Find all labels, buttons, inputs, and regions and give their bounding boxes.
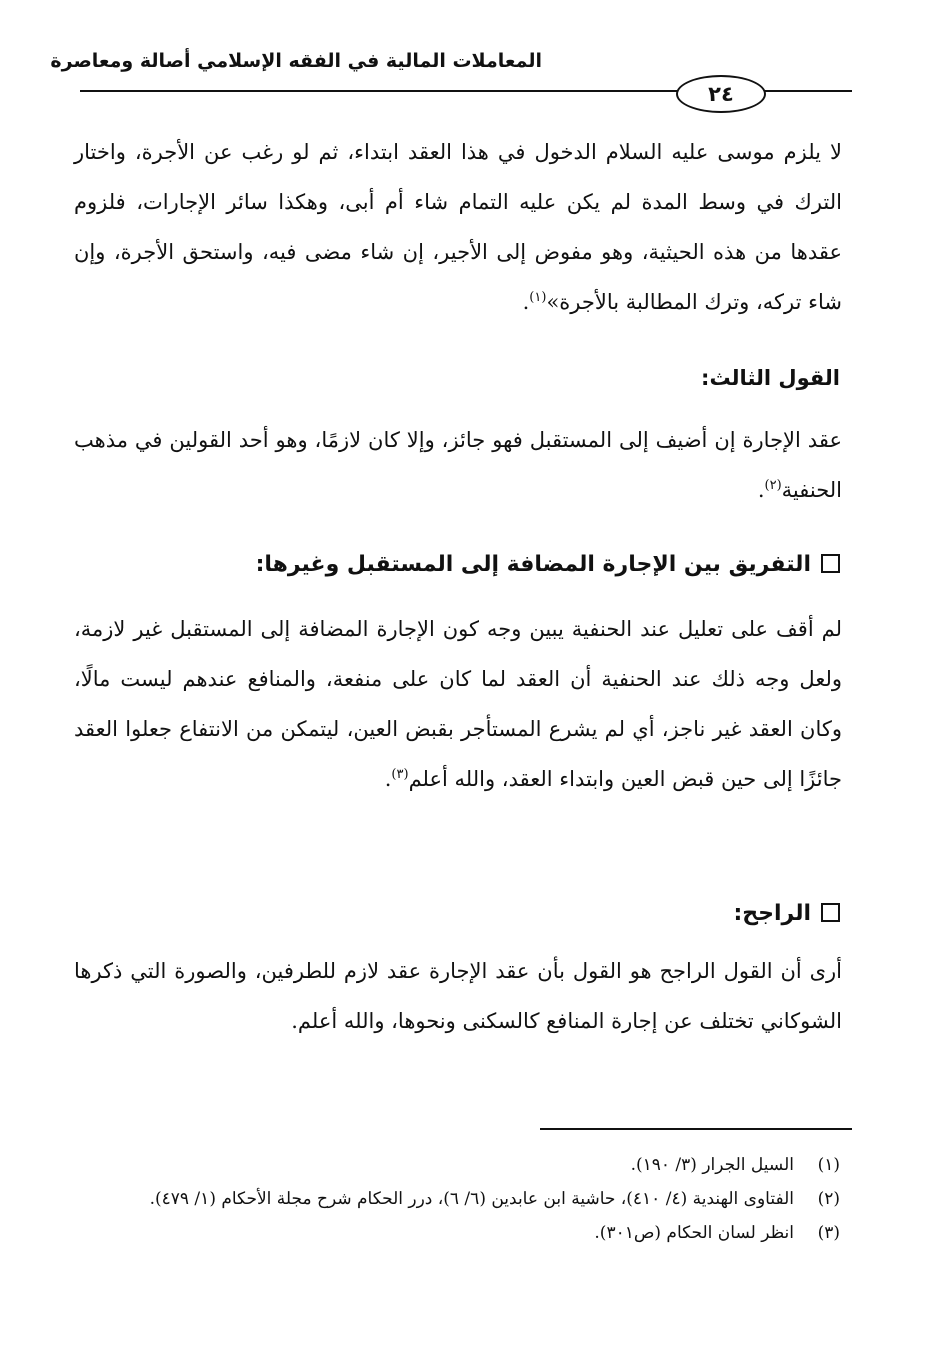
footnote-ref-1[interactable]: (١) bbox=[529, 290, 547, 305]
footnote-ref-3[interactable]: (٣) bbox=[391, 767, 409, 782]
paragraph-quote-end: لا يلزم موسى عليه السلام الدخول في هذا العقد ابتداء، ثم لو رغب عن الأجرة، واختار الترك في وسط المدة لم يكن عليه التمام شاء أم أبى، وهكذا سائر الإجارات، فلزوم عقدها من هذه الحيثية، وهو مفوض إلى الأجير، إن شاء مضى فيه، واستحق الأجرة، وإن شاء تركه، وترك المطالبة بالأجرة»$^{(١)}$. bbox=[74, 140, 842, 314]
footnotes-list bbox=[66, 1148, 840, 1250]
footnote-text: السيل الجرار (٣/ ١٩٠). bbox=[630, 1155, 794, 1175]
footnote-text: الفتاوى الهندية (٤/ ٤١٠)، حاشية ابن عابدين (٦/ ٦)، درر الحكام شرح مجلة الأحكام (١/ ٤٧٩). bbox=[149, 1189, 794, 1209]
footnote-number: (٣) bbox=[817, 1223, 840, 1243]
paragraph-text: لم أقف على تعليل عند الحنفية يبين وجه كون الإجارة المضافة إلى المستقبل غير لازمة، ولعل وجه ذلك عند الحنفية أن العقد لما كان على منفعة، والمنافع عندهم ليست مالًا، وكان العقد غير ناجز، أي لم يشرع المستأجر بقبض العين، ليتمكن من الانتفاع جعلوا العقد جائزًا إلى حين قبض العين وابتداء العقد، والله أعلم bbox=[74, 617, 842, 791]
section-heading-text: الراجح: bbox=[733, 901, 811, 926]
paragraph-text: عقد الإجارة إن أضيف إلى المستقبل فهو جائز، وإلا كان لازمًا، وهو أحد القولين في مذهب الحنفية bbox=[74, 428, 842, 502]
paragraph-preferred bbox=[74, 946, 842, 1046]
footnote-number: (١) bbox=[817, 1155, 840, 1175]
paragraph-third-opinion: عقد الإجارة إن أضيف إلى المستقبل فهو جائز، وإلا كان لازمًا، وهو أحد القولين في مذهب الحنفية$^{(٢)}$. bbox=[74, 428, 842, 502]
running-title: المعاملات المالية في الفقه الإسلامي أصالة ومعاصرة bbox=[50, 50, 542, 72]
footnote-item bbox=[66, 1216, 840, 1250]
paragraph-distinction: لم أقف على تعليل عند الحنفية يبين وجه كون الإجارة المضافة إلى المستقبل غير لازمة، ولعل وجه ذلك عند الحنفية أن العقد لما كان على منفعة، والمنافع عندهم ليست مالًا، وكان العقد غير ناجز، أي لم يشرع المستأجر بقبض العين، ليتمكن من الانتفاع جعلوا العقد جائزًا إلى حين قبض العين وابتداء العقد، والله أعلم$^{(٣)}$. bbox=[74, 617, 842, 791]
checkbox-square-icon bbox=[821, 903, 840, 922]
footnote-text: انظر لسان الحكام (ص٣٠١). bbox=[594, 1223, 794, 1243]
checkbox-square-icon bbox=[821, 554, 840, 573]
section-heading-preferred bbox=[100, 894, 840, 934]
footnote-item bbox=[66, 1182, 840, 1216]
footnote-ref-2[interactable]: (٢) bbox=[764, 478, 782, 493]
third-opinion-heading: القول الثالث: bbox=[701, 366, 840, 390]
footnote-item bbox=[66, 1148, 840, 1182]
footnote-rule bbox=[540, 1128, 852, 1130]
paragraph-text: لا يلزم موسى عليه السلام الدخول في هذا العقد ابتداء، ثم لو رغب عن الأجرة، واختار الترك في وسط المدة لم يكن عليه التمام شاء أم أبى، وهكذا سائر الإجارات، فلزوم عقدها من هذه الحيثية، وهو مفوض إلى الأجير، إن شاء مضى فيه، واستحق الأجرة، وإن شاء تركه، وترك المطالبة بالأجرة» bbox=[74, 140, 842, 314]
section-heading-text: التفريق بين الإجارة المضافة إلى المستقبل وغيرها: bbox=[255, 552, 811, 577]
page-number: ٢٤ bbox=[676, 75, 766, 113]
footnote-number: (٢) bbox=[817, 1189, 840, 1209]
paragraph-text: أرى أن القول الراجح هو القول بأن عقد الإجارة عقد لازم للطرفين، والصورة التي ذكرها الشوكاني تختلف عن إجارة المنافع كالسكنى ونحوها، والله أعلم. bbox=[74, 959, 842, 1033]
section-heading-distinction bbox=[100, 545, 840, 585]
